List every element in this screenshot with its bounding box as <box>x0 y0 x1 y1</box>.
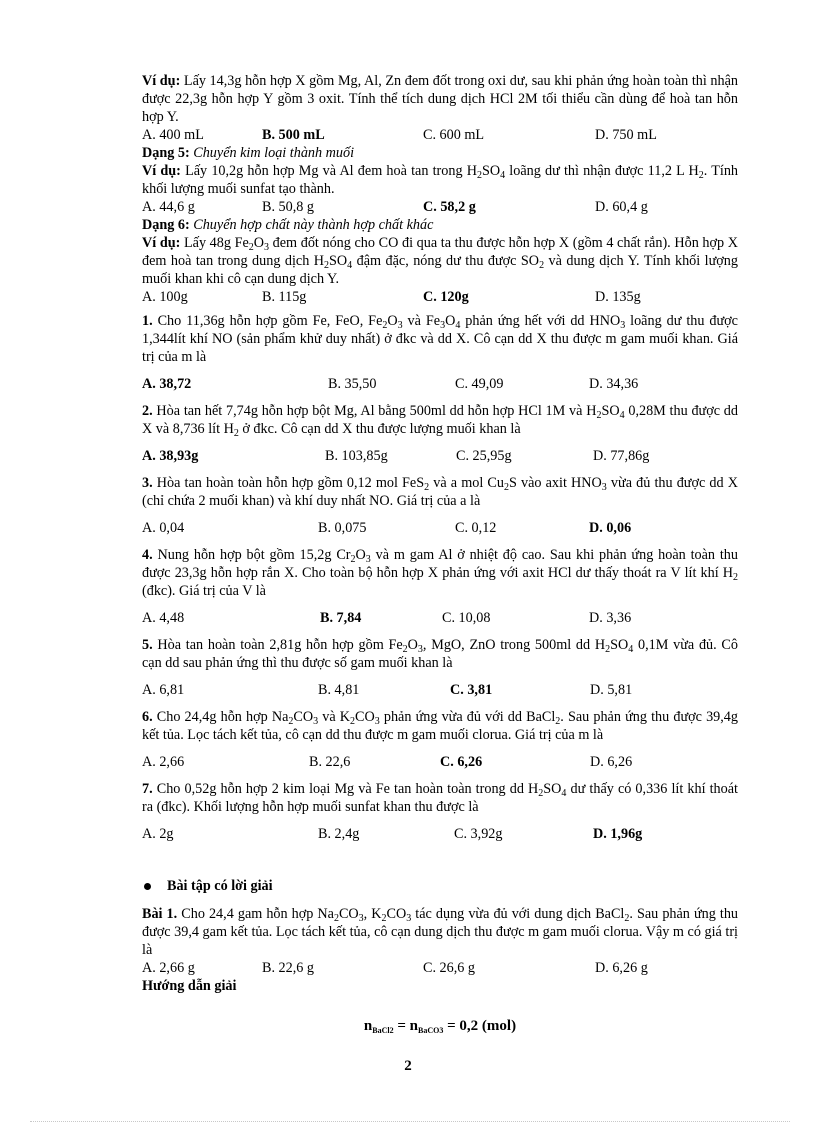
option-c: C. 26,6 g <box>423 960 476 976</box>
subscript: 2 <box>350 716 356 727</box>
text-run: và Fe <box>402 313 441 329</box>
subscript: 3 <box>397 320 403 331</box>
dang-6-heading <box>142 216 738 234</box>
subscript: 2 <box>733 572 738 583</box>
option-d: D. 750 mL <box>595 127 657 143</box>
question-7 <box>142 780 738 816</box>
option-c: C. 0,12 <box>455 520 497 536</box>
text-run: . Sau phản ứng thu được 39,4 gam kết tủa. Lọc tách kết tủa, cô cạn dung dịch thu được m gam muối clorua. Vậy m có giá trị là <box>142 906 739 958</box>
sub: 4 <box>500 170 506 181</box>
formula <box>142 1017 738 1035</box>
example-label: Ví dụ: <box>142 163 181 179</box>
option-c: C. 120g <box>423 289 469 305</box>
subscript: 4 <box>619 410 625 421</box>
option-a: A. 44,6 g <box>142 199 195 215</box>
text-run: (đkc). Giá trị của V là <box>142 583 266 599</box>
option-b: B. 103,85g <box>325 448 388 464</box>
option-d: D. 6,26 g <box>595 960 648 976</box>
option-a: A. 2g <box>142 826 174 842</box>
subscript: 2 <box>555 716 561 727</box>
option-a: A. 38,93g <box>142 448 199 464</box>
subscript: 2 <box>381 913 387 924</box>
text-run: và a mol Cu <box>429 475 504 491</box>
option-d: D. 1,96g <box>593 826 643 842</box>
subscript: 3 <box>406 913 412 924</box>
text-run: 0,1M vừa đủ. Cô cạn dd sau phản ứng thì thu được số gam muối khan là <box>142 637 738 671</box>
text-run: ở đkc. Cô cạn dd X thu được lượng muối khan là <box>238 421 521 437</box>
question-2-options <box>142 447 738 465</box>
page-number: 2 <box>404 1058 412 1074</box>
subscript: 3 <box>620 320 626 331</box>
example-text: Lấy 14,3g hỗn hợp X gồm Mg, Al, Zn đem đốt trong oxi dư, sau khi phản ứng hoàn toàn thì nhận được 22,3g hỗn hợp Y gồm 3 oxit. Tính thể tích dung dịch HCl 2M tối thiểu cần dùng để hoà tan hỗn hợp Y. <box>142 73 738 125</box>
subscript: 3 <box>358 913 364 924</box>
page-content <box>142 72 738 1035</box>
text: Lấy 48g Fe <box>180 235 249 251</box>
text-run: Cho 24,4 gam hỗn hợp Na <box>177 906 334 922</box>
subscript: 2 <box>596 410 602 421</box>
example-3-options <box>142 288 738 306</box>
text-run: SO <box>543 781 562 797</box>
option-d: D. 77,86g <box>593 448 650 464</box>
subscript: 4 <box>561 788 567 799</box>
formula-n: n <box>363 1018 373 1034</box>
example-1-options <box>142 126 738 144</box>
bai-1-options <box>142 959 738 977</box>
option-c: C. 6,26 <box>440 754 483 770</box>
question-4-options <box>142 609 738 627</box>
text-run: vừa đủ thu được dd X (chỉ chứa 2 muối khan) và khí duy nhất NO. Giá trị của a là <box>142 475 738 509</box>
option-b: B. 35,50 <box>328 376 377 392</box>
text-run: phản ứng hết với dd HNO <box>460 313 621 329</box>
text-run: , K <box>363 906 382 922</box>
formula-value: = 0,2 (mol) <box>443 1018 517 1034</box>
text-run: CO <box>338 906 359 922</box>
text-run: và m gam Al ở nhiệt độ cao. Sau khi phản ứng hoàn toàn thu được 23,3g hỗn hợp rắn X. Cho toàn bộ hỗn hợp X phản ứng với axit HCl dư thấy thoát ra V lít khí H <box>142 547 738 581</box>
question-6-options <box>142 753 738 771</box>
subscript: 3 <box>365 554 371 565</box>
text-run: CO <box>386 906 407 922</box>
dang-title: Chuyển hợp chất này thành hợp chất khác <box>189 217 434 233</box>
text-run: Hòa tan hoàn toàn hỗn hợp gồm 0,12 mol FeS <box>152 475 425 491</box>
subscript: 2 <box>233 428 239 439</box>
option-c: C. 49,09 <box>455 376 504 392</box>
question-number: 4. <box>142 547 153 563</box>
subscript: 2 <box>424 482 430 493</box>
text-run: . Sau phản ứng thu được 39,4g kết tủa. Lọc tách kết tủa, cô cạn dd thu được m gam muối clorua. Giá trị của m là <box>142 709 738 743</box>
subscript: 2 <box>538 788 544 799</box>
text-run: Cho 0,52g hỗn hợp 2 kim loại Mg và Fe tan hoàn toàn trong dd H <box>152 781 539 797</box>
option-b: B. 50,8 g <box>262 199 315 215</box>
question-6 <box>142 708 738 744</box>
subscript: 2 <box>288 716 294 727</box>
text: đem đốt nóng cho CO đi qua ta thu được hỗn hợp X (gồm 4 chất rắn). Hỗn hợp X đem hoà tan trong dung dịch H <box>142 235 738 269</box>
option-c: C. 58,2 g <box>423 199 476 215</box>
formula-sub: 3 <box>439 1026 444 1035</box>
option-d: D. 60,4 g <box>595 199 648 215</box>
sub: 2 <box>476 170 482 181</box>
option-c: C. 25,95g <box>456 448 512 464</box>
text: SO <box>481 163 501 179</box>
subscript: 4 <box>628 644 634 655</box>
question-number: 3. <box>142 475 153 491</box>
subscript: 2 <box>350 554 356 565</box>
text-run: và K <box>318 709 351 725</box>
question-1 <box>142 312 738 366</box>
option-a: A. 400 mL <box>142 127 204 143</box>
question-5-options <box>142 681 738 699</box>
sub: 2 <box>698 170 704 181</box>
option-c: C. 3,81 <box>450 682 493 698</box>
option-a: A. 6,81 <box>142 682 185 698</box>
question-2 <box>142 402 738 438</box>
option-d: D. 135g <box>595 289 641 305</box>
sub: 2 <box>324 260 330 271</box>
option-b: B. 22,6 <box>309 754 351 770</box>
formula-sub: BaCO <box>418 1026 440 1035</box>
page-bottom-divider <box>30 1121 790 1122</box>
subscript: 2 <box>503 482 509 493</box>
text: đậm đặc, nóng dư thu được SO <box>352 253 540 269</box>
text-run: O <box>445 313 456 329</box>
text: . Tính khối lượng muối sunfat tạo thành. <box>142 163 739 197</box>
example-label: Ví dụ: <box>142 73 181 89</box>
sub: 3 <box>264 242 270 253</box>
text-run: S vào axit HNO <box>508 475 602 491</box>
subscript: 3 <box>601 482 607 493</box>
question-5 <box>142 636 738 672</box>
option-d: D. 34,36 <box>589 376 639 392</box>
text-run: CO <box>355 709 375 725</box>
text-run: loãng dư thu được 1,344lít khí NO (sản phẩm khử duy nhất) ở đkc và dd X. Cô cạn dd X thu được m gam muối khan. Giá trị của m là <box>142 313 738 365</box>
option-b: B. 0,075 <box>318 520 367 536</box>
subscript: 2 <box>402 644 408 655</box>
option-b: B. 7,84 <box>320 610 362 626</box>
option-d: D. 5,81 <box>590 682 633 698</box>
solved-heading-row <box>142 877 738 895</box>
option-a: A. 38,72 <box>142 376 192 392</box>
subscript: 2 <box>333 913 339 924</box>
text-run: Hòa tan hết 7,74g hỗn hợp bột Mg, Al bằng 500ml dd hỗn hợp HCl 1M và H <box>152 403 597 419</box>
text-run: SO <box>601 403 620 419</box>
subscript: 4 <box>455 320 461 331</box>
formula-sub: BaCl <box>372 1026 390 1035</box>
option-d: D. 3,36 <box>589 610 632 626</box>
question-3 <box>142 474 738 510</box>
question-7-options <box>142 825 738 843</box>
dang-5-heading <box>142 144 738 162</box>
subscript: 3 <box>417 644 423 655</box>
option-c: C. 600 mL <box>423 127 485 143</box>
option-a: A. 0,04 <box>142 520 185 536</box>
text-run: dư thấy có 0,336 lít khí thoát ra (đkc). Khối lượng hỗn hợp muối sunfat khan thu được là <box>142 781 738 815</box>
option-c: C. 3,92g <box>454 826 503 842</box>
option-c: C. 10,08 <box>442 610 491 626</box>
text-run: 0,28M thu được dd X và 8,736 lít H <box>142 403 738 437</box>
text-run: O <box>355 547 366 563</box>
dang-label: Dạng 6: <box>142 217 190 233</box>
text-run: SO <box>610 637 629 653</box>
subscript: 2 <box>605 644 611 655</box>
formula-sub: 2 <box>389 1026 394 1035</box>
question-number: 5. <box>142 637 153 653</box>
text-run: phản ứng vừa đủ với dd BaCl <box>379 709 556 725</box>
sub: 4 <box>347 260 353 271</box>
subscript: 3 <box>374 716 380 727</box>
question-4 <box>142 546 738 600</box>
subscript: 3 <box>440 320 446 331</box>
text: loãng dư thì nhận được 11,2 L H <box>505 163 699 179</box>
bai-1 <box>142 905 738 959</box>
text: O <box>253 235 265 251</box>
text: SO <box>329 253 348 269</box>
subscript: 2 <box>624 913 630 924</box>
question-3-options <box>142 519 738 537</box>
subscript: 2 <box>382 320 388 331</box>
option-d: D. 6,26 <box>590 754 633 770</box>
subscript: 3 <box>313 716 319 727</box>
text: Lấy 10,2g hỗn hợp Mg và Al đem hoà tan trong H <box>180 163 477 179</box>
option-b: B. 115g <box>262 289 307 305</box>
formula-eq: = <box>393 1018 410 1034</box>
example-2 <box>142 162 738 198</box>
formula-n: n <box>409 1018 419 1034</box>
option-b: B. 22,6 g <box>262 960 315 976</box>
question-number: 6. <box>142 709 153 725</box>
text-run: O <box>387 313 398 329</box>
option-b: B. 4,81 <box>318 682 360 698</box>
text-run: Cho 24,4g hỗn hợp Na <box>152 709 289 725</box>
guide-heading: Hướng dẫn giải <box>142 978 237 994</box>
option-a: A. 4,48 <box>142 610 185 626</box>
text-run: CO <box>293 709 314 725</box>
bullet-icon <box>144 883 151 890</box>
question-number: 1. <box>142 313 153 329</box>
exercise-label: Bài 1. <box>142 906 178 922</box>
text-run: tác dụng vừa đủ với dung dịch BaCl <box>411 906 625 922</box>
option-b: B. 500 mL <box>262 127 325 143</box>
sub: 2 <box>539 260 545 271</box>
text-run: Cho 11,36g hỗn hợp gồm Fe, FeO, Fe <box>152 313 383 329</box>
option-a: A. 100g <box>142 289 188 305</box>
example-3 <box>142 234 738 288</box>
example-1 <box>142 72 738 126</box>
option-d: D. 0,06 <box>589 520 632 536</box>
text-run: O <box>407 637 418 653</box>
dang-label: Dạng 5: <box>142 145 190 161</box>
question-number: 7. <box>142 781 153 797</box>
text-run: Nung hỗn hợp bột gồm 15,2g Cr <box>152 547 351 563</box>
solved-heading: Bài tập có lời giải <box>167 878 273 894</box>
option-a: A. 2,66 g <box>142 960 195 976</box>
example-2-options <box>142 198 738 216</box>
question-number: 2. <box>142 403 153 419</box>
question-1-options <box>142 375 738 393</box>
text-run: Hòa tan hoàn toàn 2,81g hỗn hợp gồm Fe <box>152 637 403 653</box>
dang-title: Chuyển kim loại thành muối <box>189 145 355 161</box>
text: và dung dịch Y. Tính khối lượng muối khan khi cô cạn dung dịch Y. <box>142 253 738 287</box>
sub: 2 <box>248 242 254 253</box>
option-a: A. 2,66 <box>142 754 185 770</box>
option-b: B. 2,4g <box>318 826 360 842</box>
example-label: Ví dụ: <box>142 235 181 251</box>
text-run: , MgO, ZnO trong 500ml dd H <box>422 637 606 653</box>
